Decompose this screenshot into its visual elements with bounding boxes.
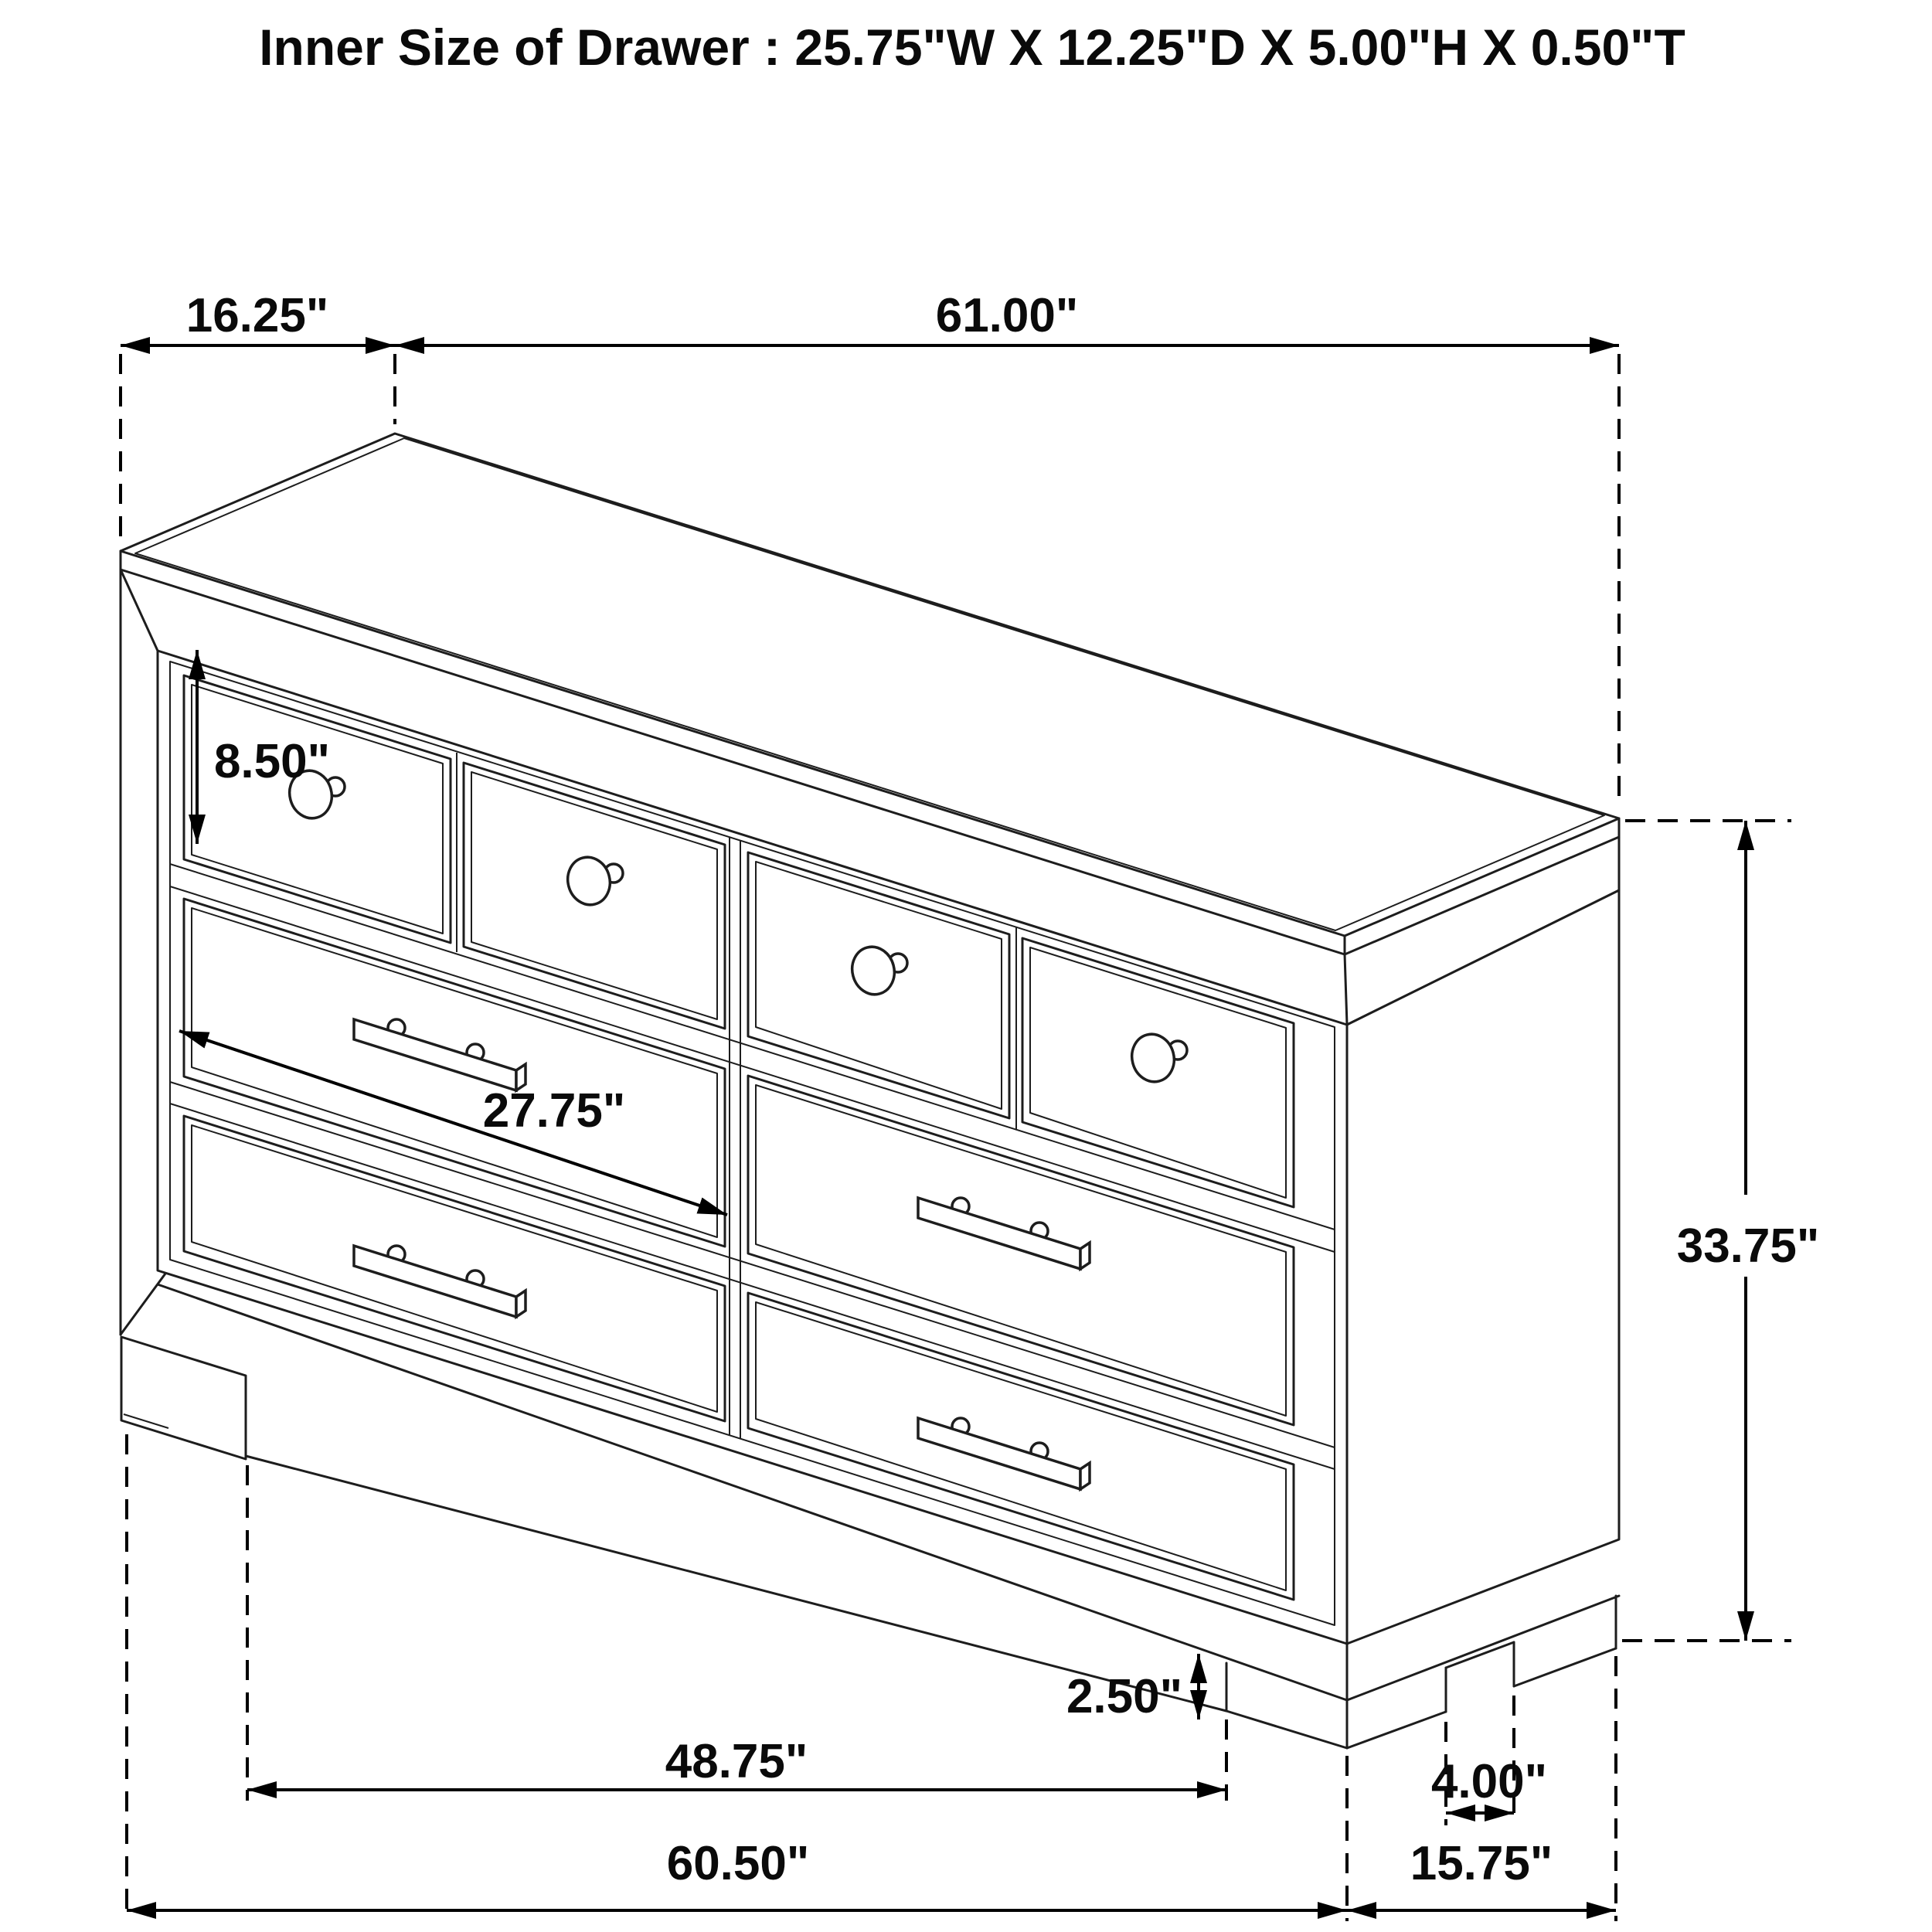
dim-side-leg-gap	[1431, 1696, 1547, 1825]
dim-base-height	[1066, 1654, 1199, 1723]
dim-front-leg-span-label: 48.75"	[665, 1735, 808, 1788]
page-title: Inner Size of Drawer : 25.75"W X 12.25"D X 5.00"H X 0.50"T	[259, 19, 1685, 76]
dim-drawer-front-width-label: 27.75"	[482, 1084, 626, 1138]
dim-base-width-label: 60.50"	[666, 1837, 810, 1890]
dim-top-width-label: 61.00"	[935, 289, 1079, 342]
dim-base-depth-label: 15.75"	[1410, 1837, 1553, 1890]
dim-overall-height	[1622, 821, 1841, 1641]
right-side-panel	[1347, 890, 1619, 1748]
dim-top-drawer-height-label: 8.50"	[213, 735, 331, 788]
dim-top-depth-label: 16.25"	[185, 289, 329, 342]
dim-base-height-label: 2.50"	[1066, 1670, 1183, 1723]
dim-side-leg-gap-label: 4.00"	[1430, 1755, 1548, 1808]
dim-overall-height-label: 33.75"	[1676, 1219, 1820, 1273]
